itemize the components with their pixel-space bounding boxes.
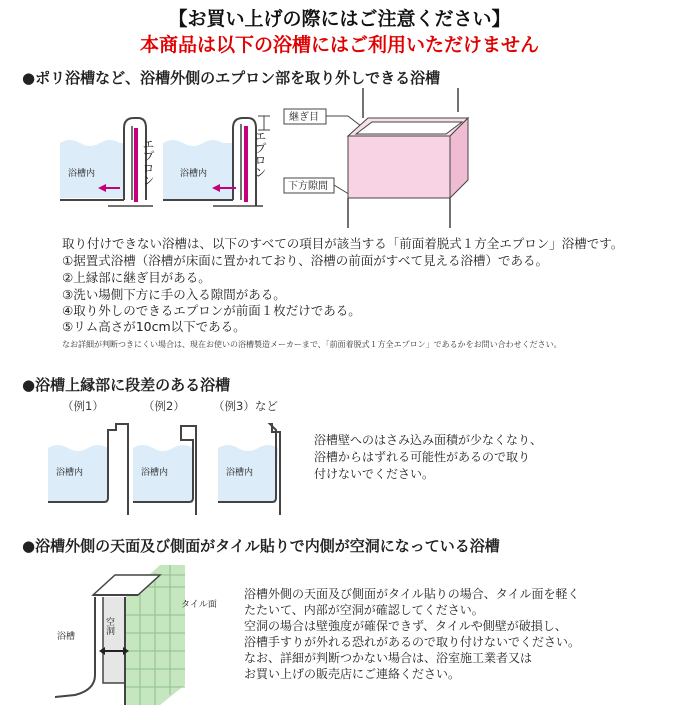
apron-label: エプロン xyxy=(253,130,267,178)
double-arrow-icon xyxy=(99,647,105,655)
condition-item: ②上縁部に継ぎ目がある。 xyxy=(62,270,211,285)
tub-label: 浴槽 xyxy=(57,632,76,642)
apron-panel-2 xyxy=(244,126,248,202)
condition-item: ④取り外しのできるエプロンが前面１枚だけである。 xyxy=(62,303,361,318)
example-label: （例3）など xyxy=(213,399,278,413)
tub-inside-label: 浴槽内 xyxy=(68,169,96,179)
tile-label: タイル面 xyxy=(181,600,217,610)
tub-inside-label: 浴槽内 xyxy=(56,468,84,478)
apron-cross-section-1 xyxy=(60,118,155,206)
example-label: （例2） xyxy=(143,399,185,413)
section3-description-line: 浴槽外側の天面及び側面がタイル貼りの場合、タイル面を軽く xyxy=(244,587,580,601)
cavity-label: 空洞 xyxy=(104,617,114,635)
tub-inside-label: 浴槽内 xyxy=(180,169,208,179)
apron-panel-1 xyxy=(134,128,138,202)
section3-description-line: お買い上げの販売店にご連絡ください。 xyxy=(244,667,461,681)
apron-label: エプロン xyxy=(141,138,155,186)
tiled-hollow-bathtub-diagram xyxy=(55,555,245,715)
section2-description-line: 浴槽からはずれる可能性があるので取り xyxy=(314,450,531,464)
condition-item: ③洗い場側下方に手の入る隙間がある。 xyxy=(62,287,286,302)
section1-intro: 取り付けできない浴槽は、以下のすべての項目が該当する「前面着脱式１方全エプロン」浴槽です。 xyxy=(62,236,624,251)
stepped-rim-examples xyxy=(48,420,288,520)
section2-description-line: 浴槽壁へのはさみ込み面積が少なくなり、 xyxy=(314,433,543,447)
section3-description-line: 空洞の場合は壁強度が確保できず、タイルや側壁が破損し、 xyxy=(244,619,567,633)
tub-3d-illustration xyxy=(348,88,468,228)
apron-bathtub-diagram xyxy=(48,88,648,228)
seam-label: 継ぎ目 xyxy=(289,112,319,123)
tub-inside-label: 浴槽内 xyxy=(141,468,169,478)
section3-description-line: 浴槽手すりが外れる恐れがあるので取り付けないでください。 xyxy=(244,635,581,649)
notice-title: 【お買い上げの際にはご注意ください】 xyxy=(168,8,511,30)
section2-description-line: 付けないでください。 xyxy=(314,467,435,481)
condition-item: ①据置式浴槽（浴槽が床面に置かれており、浴槽の前面がすべて見える浴槽）である。 xyxy=(62,253,548,268)
apron-cross-section-2 xyxy=(163,116,270,206)
stepped-rim-example-2 xyxy=(133,426,196,515)
section1-heading: ●ポリ浴槽など、浴槽外側のエプロン部を取り外しできる浴槽 xyxy=(22,69,441,87)
section2-heading: ●浴槽上縁部に段差のある浴槽 xyxy=(22,376,231,394)
section3-description-line: たたいて、内部が空洞が確認してください。 xyxy=(244,603,484,617)
section1-note: なお詳細が判断つきにくい場合は、現在お使いの浴槽製造メーカーまで、「前面着脱式１方全エプロン」であるかをお問い合わせください。 xyxy=(62,340,562,349)
section3-description-line: なお、詳細が判断つかない場合は、浴室施工業者又は xyxy=(244,651,533,665)
cavity-area xyxy=(103,597,125,683)
warning-headline: 本商品は以下の浴槽にはご利用いただけません xyxy=(139,34,539,56)
stepped-rim-example-1 xyxy=(48,424,128,515)
condition-item: ⑤リム高さが10cm以下である。 xyxy=(62,319,246,334)
stepped-rim-example-3 xyxy=(218,424,280,515)
tub-inside-label: 浴槽内 xyxy=(226,468,254,478)
section3-heading: ●浴槽外側の天面及び側面がタイル貼りで内側が空洞になっている浴槽 xyxy=(22,537,500,555)
gap-label: 下方隙間 xyxy=(288,181,328,192)
example-label: （例1） xyxy=(62,399,104,413)
